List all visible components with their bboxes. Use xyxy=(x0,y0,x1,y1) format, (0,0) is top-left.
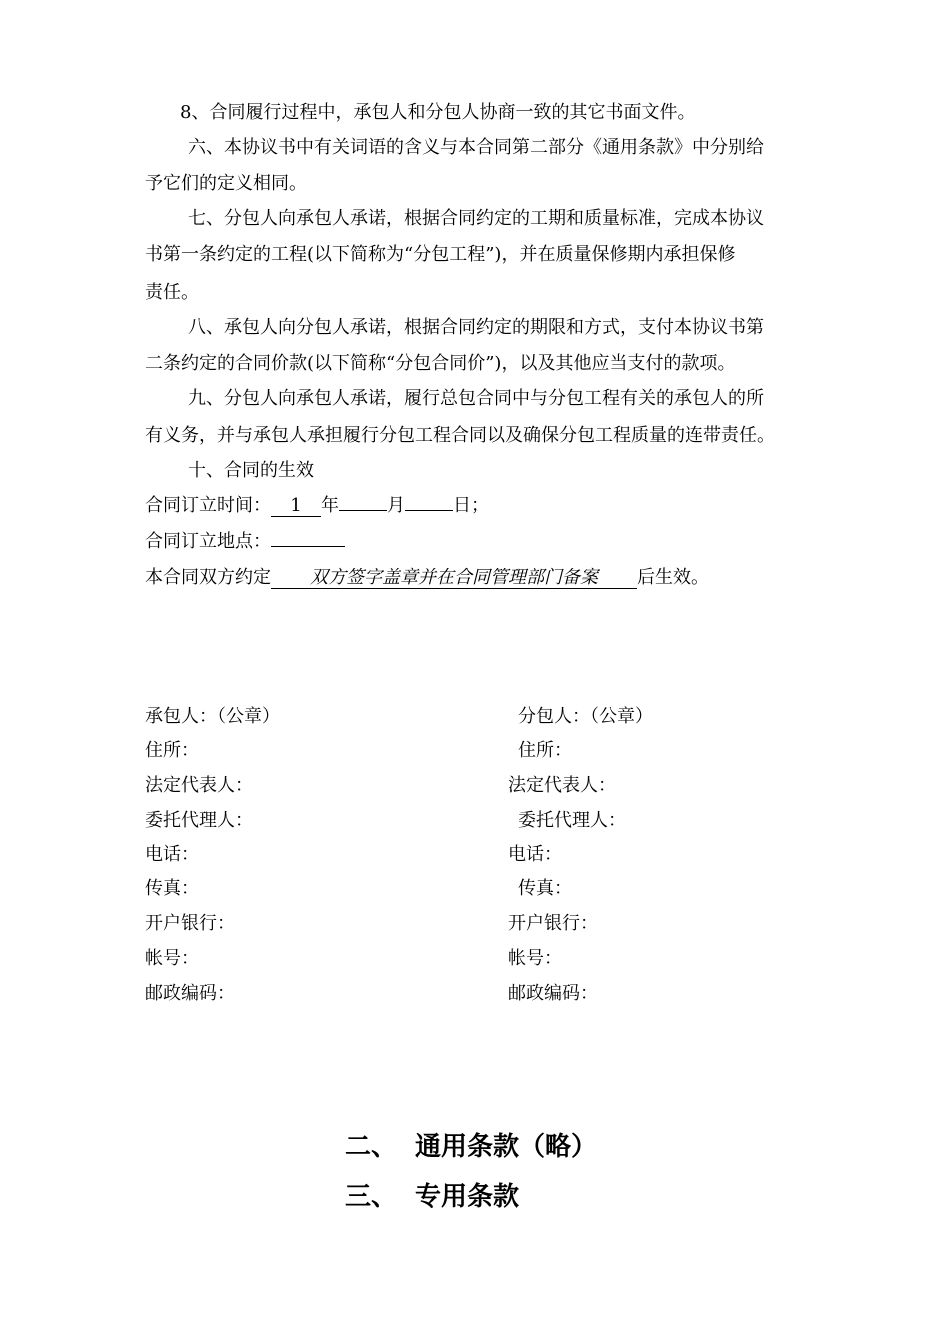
subcontractor-address: 住所： xyxy=(518,740,572,761)
contractor-bank: 开户银行： xyxy=(145,913,235,934)
signing-time-label: 合同订立时间： xyxy=(145,495,271,516)
effective-prefix: 本合同双方约定 xyxy=(145,567,271,588)
subcontractor-party: 分包人：（公章） xyxy=(518,706,653,727)
signing-day-field xyxy=(405,510,453,511)
contractor-fax: 传真： xyxy=(145,878,199,899)
subcontractor-legal-rep: 法定代表人： xyxy=(508,775,616,796)
subcontractor-fax: 传真： xyxy=(518,878,572,899)
effective-condition-field: 双方签字盖章并在合同管理部门备案 xyxy=(271,568,637,589)
subcontractor-agent: 委托代理人： xyxy=(518,810,626,831)
contractor-postcode: 邮政编码： xyxy=(145,983,235,1004)
effective-clause-line xyxy=(145,567,709,589)
clause-6-line1: 六、本协议书中有关词语的含义与本合同第二部分《通用条款》中分别给 xyxy=(188,137,764,158)
clause-9-line1: 九、分包人向承包人承诺，履行总包合同中与分包工程有关的承包人的所 xyxy=(188,388,764,409)
signing-year-field: 1 xyxy=(271,496,321,517)
subcontractor-phone: 电话： xyxy=(508,844,562,865)
clause-7-line1: 七、分包人向承包人承诺，根据合同约定的工期和质量标准，完成本协议 xyxy=(188,208,764,229)
signing-time-line xyxy=(145,495,489,517)
clause-8: 8、合同履行过程中，承包人和分包人协商一致的其它书面文件。 xyxy=(180,102,696,123)
section-special-terms-heading xyxy=(345,1176,519,1213)
contractor-agent: 委托代理人： xyxy=(145,810,253,831)
contractor-legal-rep: 法定代表人： xyxy=(145,775,253,796)
contractor-account: 帐号： xyxy=(145,948,199,969)
clause-8b-line1: 八、承包人向分包人承诺，根据合同约定的期限和方式，支付本协议书第 xyxy=(188,317,764,338)
signing-day-unit: 日； xyxy=(453,495,489,516)
clause-8b-line2: 二条约定的合同价款(以下简称“分包合同价”)，以及其他应当支付的款项。 xyxy=(145,353,736,374)
signing-month-field xyxy=(339,510,387,511)
section-3-title: 专用条款 xyxy=(415,1182,520,1212)
clause-7-line3: 责任。 xyxy=(145,282,199,303)
clause-7-line2: 书第一条约定的工程(以下简称为“分包工程”)，并在质量保修期内承担保修 xyxy=(145,244,736,265)
clause-10: 十、合同的生效 xyxy=(188,460,314,481)
effective-suffix: 后生效。 xyxy=(637,567,709,588)
signing-place-field xyxy=(271,546,345,547)
signing-month-unit: 月 xyxy=(387,495,405,516)
subcontractor-account: 帐号： xyxy=(508,948,562,969)
subcontractor-bank: 开户银行： xyxy=(508,913,598,934)
section-2-title: 通用条款（略） xyxy=(415,1132,598,1162)
contractor-address: 住所： xyxy=(145,740,199,761)
contractor-party: 承包人：（公章） xyxy=(145,706,280,727)
section-general-terms-heading xyxy=(345,1126,597,1163)
section-3-number: 三、 xyxy=(345,1182,398,1212)
signing-place-label: 合同订立地点： xyxy=(145,531,271,552)
section-2-number: 二、 xyxy=(345,1132,398,1162)
clause-6-line2: 予它们的定义相同。 xyxy=(145,173,307,194)
signing-place-line xyxy=(145,531,345,553)
signing-year-unit: 年 xyxy=(321,495,339,516)
subcontractor-postcode: 邮政编码： xyxy=(508,983,598,1004)
clause-9-line2: 有义务，并与承包人承担履行分包工程合同以及确保分包工程质量的连带责任。 xyxy=(145,425,775,446)
contractor-phone: 电话： xyxy=(145,844,199,865)
